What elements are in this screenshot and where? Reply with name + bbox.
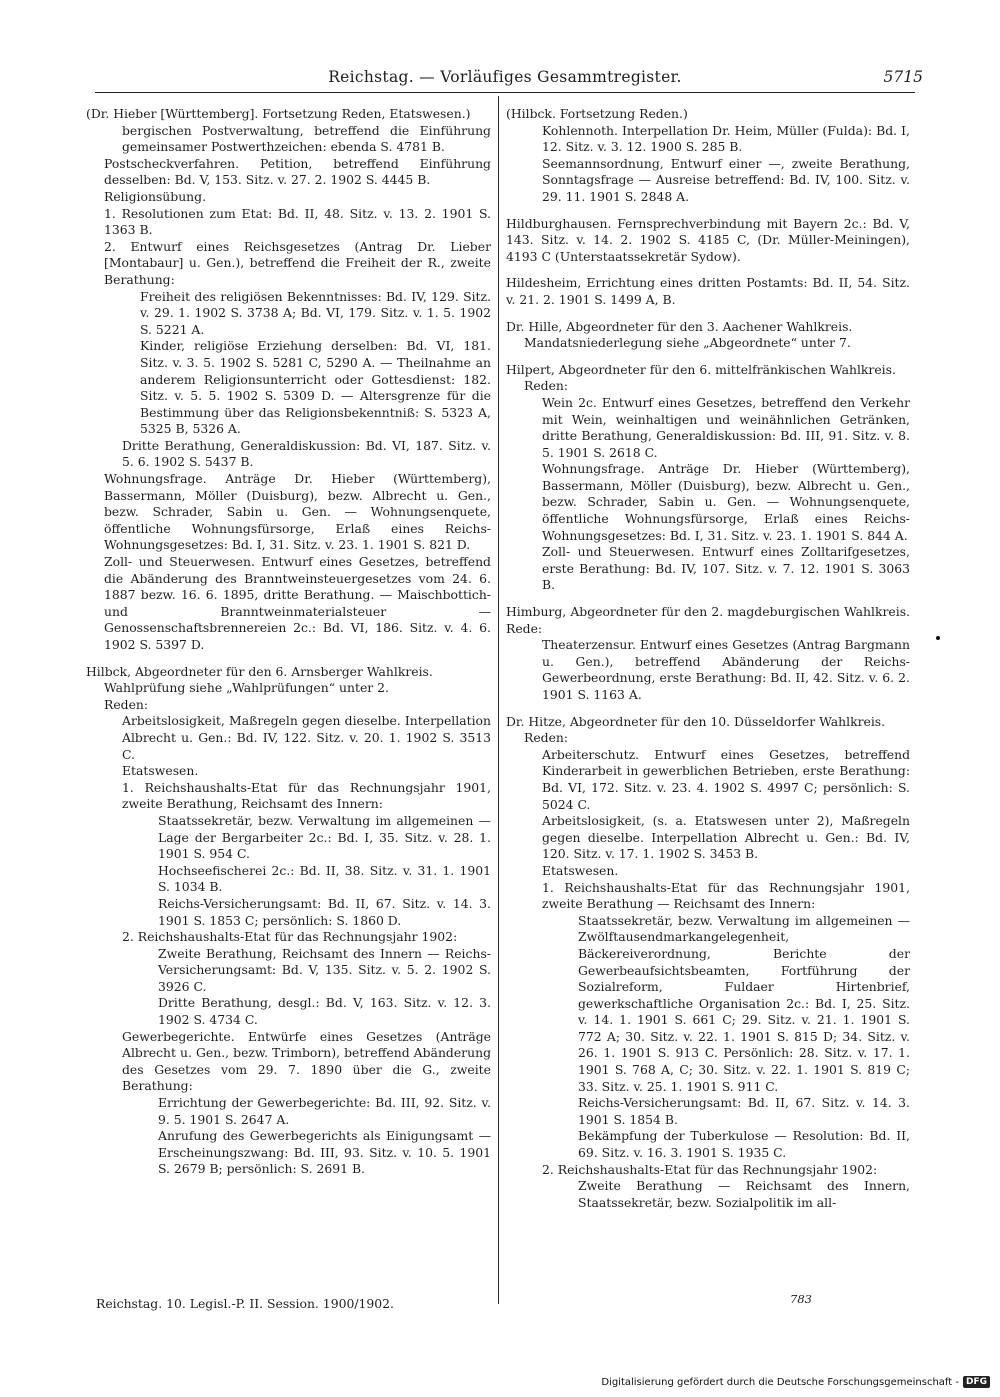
entry-line: Arbeiterschutz. Entwurf eines Gesetzes, betreffend Kinderarbeit in gewerblichen Betrieben, erste Berathung: Bd. VI, 172. Sitz. v. 23. 4. 1902 S. 4997 C; persönlich: S. 5024 C.	[542, 746, 910, 812]
dfg-logo: DFG	[963, 1376, 990, 1388]
entry-line: 2. Entwurf eines Reichsgesetzes (Antrag Dr. Lieber [Montabaur] u. Gen.), betreffend die Freiheit der R., zweite Berathung:	[104, 238, 491, 287]
entry-line: 2. Reichshaushalts-Etat für das Rechnungsjahr 1902:	[122, 929, 458, 945]
entry-line: Theaterzensur. Entwurf eines Gesetzes (Antrag Bargmann u. Gen.), betreffend Abänderung der Reichs-Gewerbeordnung, erste Berathung: Bd. II, 42. Sitz. v. 6. 2. 1901 S. 1163 A.	[542, 637, 910, 702]
entry-line: Staatssekretär, bezw. Verwaltung im allgemeinen — Lage der Bergarbeiter 2c.: Bd. I, 35. Sitz. v. 28. 1. 1901 S. 954 C.	[158, 812, 491, 862]
entry-line: Dritte Berathung, desgl.: Bd. V, 163. Sitz. v. 12. 3. 1902 S. 4734 C.	[158, 995, 491, 1028]
entry-line: Staatssekretär, bezw. Verwaltung im allgemeinen — Zwölftausendmarkangelegenheit, Bäckereiverordnung, Berichte der Gewerbeaufsichtsbeamten, Fortführung der Sozialreform, Fuldaer Hirtenbrief, gewerkschaftliche Organisation 2c.: Bd. I, 25. Sitz. v. 14. 1. 1901 S. 661 C; 29. Sitz. v. 21. 1. 1901 S. 772 A; 30. Sitz. v. 22. 1. 1901 S. 815 D; 34. Sitz. v. 26. 1. 1901 S. 913 C. Persönlich: 28. Sitz. v. 17. 1. 1901 S. 768 A, C; 30. Sitz. v. 22. 1. 1901 S. 819 C; 33. Sitz. v. 25. 1. 1901 S. 911 C.	[578, 912, 910, 1094]
entry-line: Postscheckverfahren. Petition, betreffend Einführung desselben: Bd. V, 153. Sitz. v. 27. 2. 1902 S. 4445 B.	[104, 155, 491, 188]
entry-line: Religionsübung.	[104, 188, 207, 204]
entry-line: 1. Reichshaushalts-Etat für das Rechnungsjahr 1901, zweite Berathung — Reichsamt des Innern:	[542, 879, 910, 912]
entry-line: 1. Resolutionen zum Etat: Bd. II, 48. Sitz. v. 13. 2. 1901 S. 1363 B.	[104, 205, 491, 238]
entry-line: 1. Reichshaushalts-Etat für das Rechnungsjahr 1901, zweite Berathung, Reichsamt des Innern:	[122, 779, 491, 812]
entry-line: Gewerbegerichte. Entwürfe eines Gesetzes (Anträge Albrecht u. Gen., bezw. Trimborn), betreffend Abänderung des Gesetzes vom 29. 7. 1890 über die G., zweite Berathung:	[122, 1028, 491, 1094]
entry-heading: (Hilbck. Fortsetzung Reden.)	[506, 106, 688, 121]
entry-line: Zweite Berathung — Reichsamt des Innern, Staatssekretär, bezw. Sozialpolitik im all-	[578, 1178, 910, 1210]
right-column-entry	[506, 362, 910, 594]
entry-line: Arbeitslosigkeit, Maßregeln gegen dieselbe. Interpellation Albrecht u. Gen.: Bd. IV, 122. Sitz. v. 20. 1. 1902 S. 3513 C.	[122, 713, 491, 762]
entry-line: Anrufung des Gewerbegerichts als Einigungsamt — Erscheinungszwang: Bd. III, 93. Sitz. v. 10. 5. 1901 S. 2679 B; persönlich: S. 2691 B.	[158, 1128, 491, 1177]
header-title: Reichstag. — Vorläufiges Gesammtregister.	[328, 68, 682, 86]
entry-line: Reden:	[104, 696, 149, 712]
entry-line: Errichtung der Gewerbegerichte: Bd. III, 92. Sitz. v. 9. 5. 1901 S. 2647 A.	[158, 1095, 491, 1127]
entry-line: Wohnungsfrage. Anträge Dr. Hieber (Württemberg), Bassermann, Möller (Duisburg), bezw. Albrecht u. Gen., bezw. Schrader, Sabin u. Gen. — Wohnungsenquete, öffentliche Wohnungsfürsorge, Erlaß eines Reichs-Wohnungsgesetzes: Bd. I, 31. Sitz. v. 23. 1. 1901 S. 821 D.	[104, 471, 491, 553]
entry-line: Reichs-Versicherungsamt: Bd. II, 67. Sitz. v. 14. 3. 1901 S. 1853 C; persönlich: S. 1860 D.	[158, 895, 491, 928]
ink-dot	[936, 636, 940, 640]
entry-line: Wohnungsfrage. Anträge Dr. Hieber (Württemberg), Bassermann, Möller (Duisburg), bezw. Albrecht u. Gen., bezw. Schrader, Sabin u. Gen. — Wohnungsenquete, öffentliche Wohnungsfürsorge, Erlaß eines Reichs-Wohnungsgesetzes: Bd. I, 31. Sitz. v. 23. 1. 1901 S. 844 A.	[542, 461, 910, 543]
right-column-entry	[506, 216, 910, 266]
entry-line: Bekämpfung der Tuberkulose — Resolution: Bd. II, 69. Sitz. v. 16. 3. 1901 S. 1935 C.	[578, 1128, 910, 1161]
entry-line: bergischen Postverwaltung, betreffend die Einführung gemeinsamer Postwerthzeichen: ebenda S. 4781 B.	[122, 122, 491, 155]
entry-line: 2. Reichshaushalts-Etat für das Rechnungsjahr 1902:	[542, 1161, 878, 1177]
entry-line: Reichs-Versicherungsamt: Bd. II, 67. Sitz. v. 14. 3. 1901 S. 1854 B.	[578, 1095, 910, 1127]
page-header	[95, 62, 923, 93]
entry-line: Arbeitslosigkeit, (s. a. Etatswesen unter 2), Maßregeln gegen dieselbe. Interpellation Albrecht u. Gen.: Bd. IV, 120. Sitz. v. 17. 1. 1902 S. 3453 B.	[542, 813, 910, 862]
entry-line: Etatswesen.	[542, 862, 619, 878]
entry-line: Reden:	[524, 730, 569, 746]
column-divider	[498, 96, 499, 1304]
right-column-entry	[506, 106, 910, 206]
entry-line: Mandatsniederlegung siehe „Abgeordnete“ unter 7.	[524, 335, 851, 351]
entry-line: Hochseefischerei 2c.: Bd. II, 38. Sitz. v. 31. 1. 1901 S. 1034 B.	[158, 862, 491, 895]
entry-heading: (Dr. Hieber [Württemberg]. Fortsetzung Reden, Etatswesen.)	[86, 106, 471, 121]
entry-line: Kohlennoth. Interpellation Dr. Heim, Müller (Fulda): Bd. I, 12. Sitz. v. 3. 12. 1900 S. 285 B.	[542, 122, 910, 155]
entry-line: Wahlprüfung siehe „Wahlprüfungen“ unter 2.	[104, 680, 389, 696]
entry-line: Zoll- und Steuerwesen. Entwurf eines Gesetzes, betreffend die Abänderung des Branntweinsteuergesetzes vom 24. 6. 1887 bezw. 16. 6. 1895, dritte Berathung. — Maischbottich- und Branntweinmaterialsteuer — Genossenschaftsbrennereien 2c.: Bd. VI, 186. Sitz. v. 4. 6. 1902 S. 5397 D.	[104, 554, 491, 652]
entry-line: Reden:	[524, 378, 569, 394]
entry-line: Zweite Berathung, Reichsamt des Innern — Reichs-Versicherungsamt: Bd. V, 135. Sitz. v. 5. 2. 1902 S. 3926 C.	[158, 945, 491, 994]
right-column-entry	[506, 604, 910, 704]
entry-heading: Himburg, Abgeordneter für den 2. magdeburgischen Wahlkreis. Rede:	[506, 604, 910, 636]
right-column-entry	[506, 275, 910, 308]
footer-signature-number: 783	[790, 1292, 812, 1306]
entry-heading: Hildburghausen. Fernsprechverbindung mit Bayern 2c.: Bd. V, 143. Sitz. v. 14. 2. 1902 S. 4185 C, (Dr. Müller-Meiningen), 4193 C (Unterstaatssekretär Sydow).	[506, 215, 910, 264]
entry-heading: Hilpert, Abgeordneter für den 6. mittelfränkischen Wahlkreis.	[506, 361, 896, 377]
entry-line: Zoll- und Steuerwesen. Entwurf eines Zolltarifgesetzes, erste Berathung: Bd. IV, 107. Sitz. v. 7. 12. 1901 S. 3063 B.	[542, 544, 910, 593]
entry-heading: Hilbck, Abgeordneter für den 6. Arnsberger Wahlkreis.	[86, 663, 433, 679]
right-column-entry	[506, 714, 910, 1212]
left-column-entry	[86, 106, 491, 654]
entry-line: Freiheit des religiösen Bekenntnisses: Bd. IV, 129. Sitz. v. 29. 1. 1902 S. 3738 A; Bd. VI, 179. Sitz. v. 1. 5. 1902 S. 5221 A.	[140, 288, 491, 337]
footer-volume-line: Reichstag. 10. Legisl.-P. II. Session. 1900/1902.	[96, 1296, 394, 1311]
right-column	[506, 106, 910, 1221]
credit-text: Digitalisierung gefördert durch die Deutsche Forschungsgemeinschaft -	[601, 1376, 959, 1388]
left-column-entry	[86, 664, 491, 1178]
entry-heading: Dr. Hille, Abgeordneter für den 3. Aachener Wahlkreis.	[506, 318, 853, 334]
entry-line: Kinder, religiöse Erziehung derselben: Bd. VI, 181. Sitz. v. 3. 5. 1902 S. 5281 C, 5290 A. — Theilnahme an anderem Religionsunterricht oder Gottesdienst: 182. Sitz. v. 5. 5. 1902 S. 5309 D. — Altersgrenze für die Bestimmung über das Religionsbekenntniß: S. 5323 A, 5325 B, 5326 A.	[140, 338, 491, 437]
entry-heading: Dr. Hitze, Abgeordneter für den 10. Düsseldorfer Wahlkreis.	[506, 713, 886, 729]
entry-line: Etatswesen.	[122, 763, 199, 779]
entry-line: Seemannsordnung, Entwurf einer —, zweite Berathung, Sonntagsfrage — Ausreise betreffend: Bd. IV, 100. Sitz. v. 29. 11. 1901 S. 2848 A.	[542, 155, 910, 204]
page-number: 5715	[883, 68, 923, 86]
left-column	[86, 106, 491, 1188]
right-column-entry	[506, 319, 910, 352]
entry-line: Wein 2c. Entwurf eines Gesetzes, betreffend den Verkehr mit Wein, weinhaltigen und weinähnlichen Getränken, dritte Berathung, Generaldiskussion: Bd. III, 91. Sitz. v. 8. 5. 1901 S. 2618 C.	[542, 394, 910, 460]
entry-line: Dritte Berathung, Generaldiskussion: Bd. VI, 187. Sitz. v. 5. 6. 1902 S. 5437 B.	[122, 437, 491, 470]
digitization-credit	[601, 1376, 990, 1388]
entry-heading: Hildesheim, Errichtung eines dritten Postamts: Bd. II, 54. Sitz. v. 21. 2. 1901 S. 1499 A, B.	[506, 275, 910, 307]
